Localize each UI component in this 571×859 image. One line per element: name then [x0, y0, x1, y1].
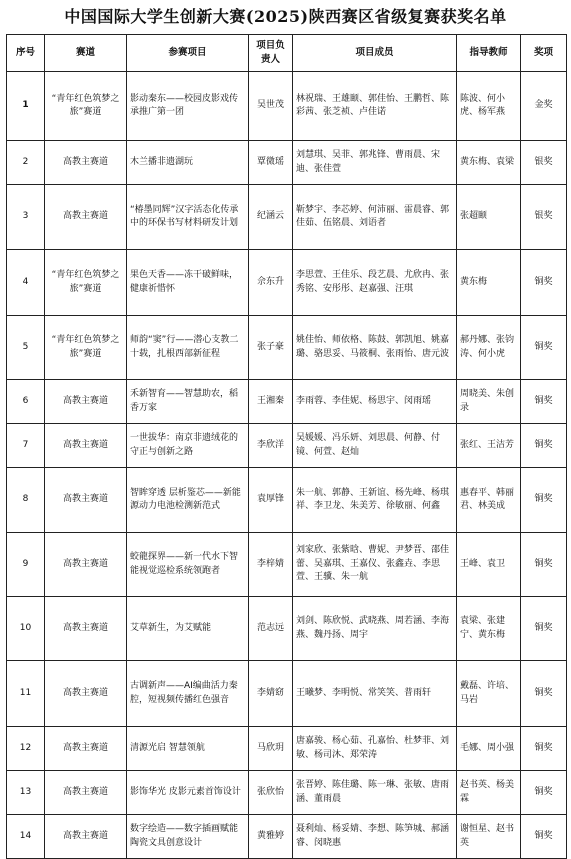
- row-number: 2: [7, 141, 45, 185]
- row-project: 艾草新生，为艾赋能: [127, 597, 249, 661]
- row-award: 铜奖: [521, 424, 567, 468]
- row-track: “青年红色筑梦之旅”赛道: [45, 72, 127, 141]
- header-project: 参赛项目: [127, 35, 249, 72]
- row-track: 高教主赛道: [45, 468, 127, 533]
- row-track: 高教主赛道: [45, 533, 127, 597]
- row-leader: 佘东升: [249, 250, 293, 316]
- table-row: [7, 185, 567, 250]
- row-leader: 李欣洋: [249, 424, 293, 468]
- table-row: [7, 533, 567, 597]
- table-row: [7, 661, 567, 727]
- row-track: 高教主赛道: [45, 661, 127, 727]
- row-advisor: 毛娜、周小强: [457, 727, 521, 771]
- row-number: 14: [7, 815, 45, 859]
- row-project: 数字绘造——数字插画赋能陶瓷文具创意设计: [127, 815, 249, 859]
- row-advisor: 张红、王洁芳: [457, 424, 521, 468]
- table-row: [7, 72, 567, 141]
- row-track: 高教主赛道: [45, 727, 127, 771]
- row-leader: 张欣怡: [249, 771, 293, 815]
- row-project: 果色天香——冻干破鲜味，健康祈惜怀: [127, 250, 249, 316]
- row-leader: 张子豪: [249, 316, 293, 380]
- row-members: 刘剑、陈欣悦、武晓燕、周若涵、李海燕、魏丹扬、周宇: [293, 597, 457, 661]
- row-award: 铜奖: [521, 815, 567, 859]
- row-track: 高教主赛道: [45, 185, 127, 250]
- row-number: 9: [7, 533, 45, 597]
- row-track: 高教主赛道: [45, 815, 127, 859]
- row-project: 师韵“窦”行——潜心支教二十载，扎根西部新征程: [127, 316, 249, 380]
- row-award: 铜奖: [521, 316, 567, 380]
- row-members: 姚佳怡、师依格、陈鼓、郭凯旭、姚嘉璐、骆思妥、马筱桐、张雨怡、唐元波: [293, 316, 457, 380]
- award-table: [6, 34, 567, 859]
- table-row: [7, 316, 567, 380]
- row-track: 高教主赛道: [45, 141, 127, 185]
- row-track: 高教主赛道: [45, 597, 127, 661]
- row-members: 李雨蓉、李佳妮、杨思宇、闵雨瑶: [293, 380, 457, 424]
- table-row: [7, 771, 567, 815]
- row-number: 8: [7, 468, 45, 533]
- row-members: 林祝瑞、王雄颐、郭佳怡、王鹏哲、陈彩茜、张芝祯、卢佳诺: [293, 72, 457, 141]
- row-members: 靳梦宇、李芯婷、何沛丽、雷晨睿、郭佳茹、伍铭晨、刘语者: [293, 185, 457, 250]
- row-award: 银奖: [521, 185, 567, 250]
- row-members: 唐嘉骏、杨心茹、孔嘉怡、杜梦菲、刘敏、杨司沐、郑荣涛: [293, 727, 457, 771]
- row-advisor: 黄东梅、袁梁: [457, 141, 521, 185]
- row-advisor: 郝丹娜、张钧涛、何小虎: [457, 316, 521, 380]
- row-leader: 覃微瑶: [249, 141, 293, 185]
- row-advisor: 张超颐: [457, 185, 521, 250]
- row-members: 刘家欣、张紫晗、曹妮、尹梦晋、邵佳蕾、吴嘉琪、王嘉仪、张鑫垚、李思萱、王骥、朱一航: [293, 533, 457, 597]
- row-advisor: 戴磊、许培、马岩: [457, 661, 521, 727]
- table-row: [7, 141, 567, 185]
- row-leader: 吴世茂: [249, 72, 293, 141]
- row-project: 清源光启 智慧领航: [127, 727, 249, 771]
- row-advisor: 惠春平、韩丽君、林美成: [457, 468, 521, 533]
- table-row: [7, 424, 567, 468]
- row-award: 铜奖: [521, 250, 567, 316]
- row-advisor: 王峰、袁卫: [457, 533, 521, 597]
- row-project: 木兰播非遗湖玩: [127, 141, 249, 185]
- row-award: 铜奖: [521, 661, 567, 727]
- header-row: [7, 35, 567, 72]
- row-track: 高教主赛道: [45, 424, 127, 468]
- row-leader: 范志远: [249, 597, 293, 661]
- row-leader: 王湘秦: [249, 380, 293, 424]
- page-title: 中国国际大学生创新大赛(2025)陕西赛区省级复赛获奖名单: [64, 7, 507, 26]
- row-members: 刘慧琪、吴菲、郭兆锋、曹雨晨、宋迪、张佳萱: [293, 141, 457, 185]
- row-advisor: 袁梁、张建宁、黄东梅: [457, 597, 521, 661]
- row-leader: 马欣玥: [249, 727, 293, 771]
- row-members: 王曦梦、李明悦、常笑笑、普雨轩: [293, 661, 457, 727]
- table-row: [7, 727, 567, 771]
- row-number: 6: [7, 380, 45, 424]
- row-members: 吴媛媛、冯乐妍、刘思晨、何静、付镜、何萱、赵灿: [293, 424, 457, 468]
- row-track: “青年红色筑梦之旅”赛道: [45, 250, 127, 316]
- table-row: [7, 815, 567, 859]
- row-members: 李思萱、王佳乐、段艺晨、尤欣冉、张秀铭、安彤彤、赵嘉强、汪琪: [293, 250, 457, 316]
- table-row: [7, 380, 567, 424]
- row-number: 10: [7, 597, 45, 661]
- header-track: 赛道: [45, 35, 127, 72]
- table-row: [7, 468, 567, 533]
- row-award: 金奖: [521, 72, 567, 141]
- row-project: 古调新声——AI编曲活力秦腔，短视频传播红色强音: [127, 661, 249, 727]
- row-award: 银奖: [521, 141, 567, 185]
- table-row: [7, 597, 567, 661]
- header-no: 序号: [7, 35, 45, 72]
- row-track: 高教主赛道: [45, 380, 127, 424]
- row-award: 铜奖: [521, 727, 567, 771]
- row-award: 铜奖: [521, 533, 567, 597]
- row-leader: 黄雅婷: [249, 815, 293, 859]
- row-advisor: 谢恒星、赵书英: [457, 815, 521, 859]
- row-number: 5: [7, 316, 45, 380]
- row-leader: 纪涵云: [249, 185, 293, 250]
- row-leader: 李梓婧: [249, 533, 293, 597]
- row-track: “青年红色筑梦之旅”赛道: [45, 316, 127, 380]
- header-advisor: 指导教师: [457, 35, 521, 72]
- row-number: 13: [7, 771, 45, 815]
- row-award: 铜奖: [521, 380, 567, 424]
- row-award: 铜奖: [521, 771, 567, 815]
- row-members: 聂利灿、杨妥婧、李想、陈笋城、郝涵睿、闵晓惠: [293, 815, 457, 859]
- row-number: 4: [7, 250, 45, 316]
- row-project: 影动秦东——校园皮影戏传承推广第一团: [127, 72, 249, 141]
- row-leader: 李婧窈: [249, 661, 293, 727]
- header-leader: 项目负责人: [249, 35, 293, 72]
- row-project: 一世拔华：南京非遗绒花的守正与创新之路: [127, 424, 249, 468]
- row-leader: 袁厚锋: [249, 468, 293, 533]
- row-project: “椿墨同辉”汉字活态化传承中的环保书写材料研发计划: [127, 185, 249, 250]
- row-project: 影饰华光 皮影元素首饰设计: [127, 771, 249, 815]
- row-award: 铜奖: [521, 597, 567, 661]
- row-advisor: 赵书英、杨美霖: [457, 771, 521, 815]
- row-advisor: 陈波、何小虎、杨军燕: [457, 72, 521, 141]
- row-number: 12: [7, 727, 45, 771]
- row-project: 禾新智育——智慧助农，稻香万家: [127, 380, 249, 424]
- row-number: 11: [7, 661, 45, 727]
- table-row: [7, 250, 567, 316]
- row-advisor: 黄东梅: [457, 250, 521, 316]
- row-number: 3: [7, 185, 45, 250]
- row-number: 7: [7, 424, 45, 468]
- row-number: 1: [7, 72, 45, 141]
- row-advisor: 周晓美、朱创录: [457, 380, 521, 424]
- row-track: 高教主赛道: [45, 771, 127, 815]
- row-project: 智眸穿透 层析鉴芯——新能源动力电池检测新范式: [127, 468, 249, 533]
- header-award: 奖项: [521, 35, 567, 72]
- row-members: 朱一航、郭静、王新谊、杨先峰、杨琪祥、李卫龙、朱美芳、徐敏丽、何鑫: [293, 468, 457, 533]
- header-members: 项目成员: [293, 35, 457, 72]
- row-award: 铜奖: [521, 468, 567, 533]
- row-members: 张晋婷、陈佳璐、陈一琳、张敏、唐雨涵、董雨晨: [293, 771, 457, 815]
- row-project: 蛟龍探界——新一代水下智能视觉巡检系统领跑者: [127, 533, 249, 597]
